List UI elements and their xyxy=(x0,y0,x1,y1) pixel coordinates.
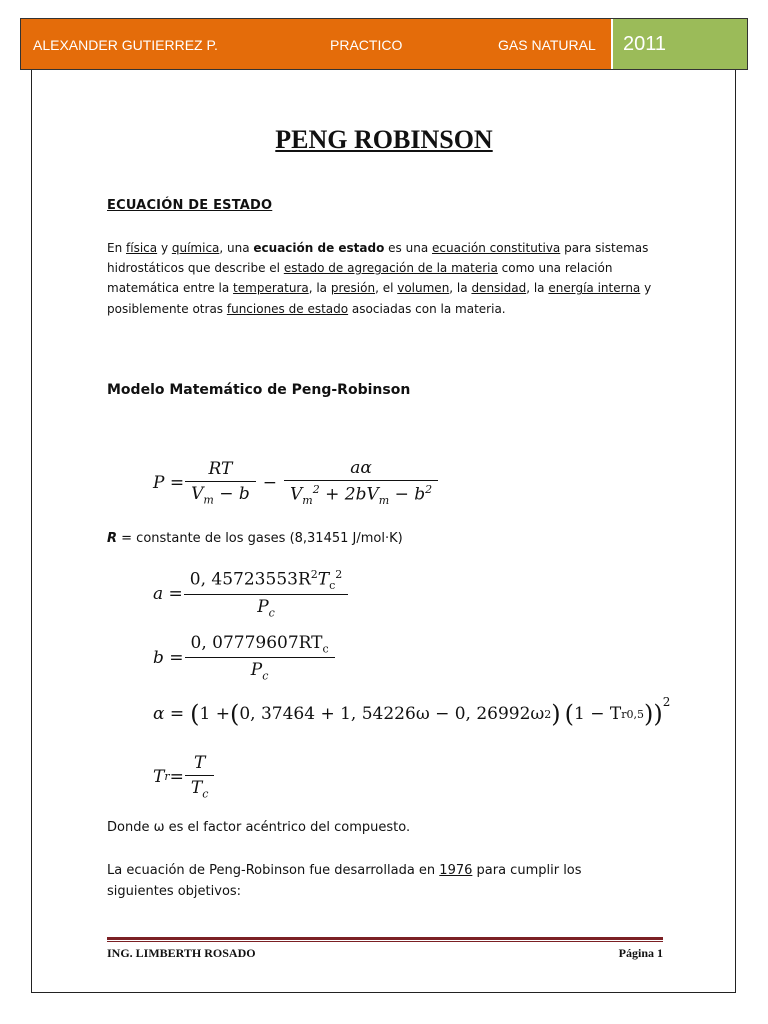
page-title: PENG ROBINSON xyxy=(275,125,493,154)
footer-page-number: Página 1 xyxy=(618,946,663,960)
link-presion[interactable]: presión xyxy=(330,281,376,296)
closing-paragraph: La ecuación de Peng-Robinson fue desarrollada en 1976 para cumplir los siguientes objetivos: xyxy=(107,863,582,899)
acentric-factor-note: Donde ω es el factor acéntrico del compuesto. xyxy=(107,820,411,835)
equation-b: b = $\frac{0, 07779607RT_c}{P_c}$ xyxy=(153,633,336,683)
equation-a: a = $\frac{0, 45723553R^2T_c^2}{P_c}$ xyxy=(153,568,349,619)
link-fisica[interactable]: física xyxy=(126,241,158,255)
footer-author: ING. LIMBERTH ROSADO xyxy=(107,946,256,960)
footer-divider-thin xyxy=(107,941,663,942)
header-year: 2011 xyxy=(611,19,747,69)
link-energia-interna[interactable]: energía interna xyxy=(548,281,641,296)
link-funciones-estado[interactable]: funciones de estado xyxy=(226,301,349,316)
link-volumen[interactable]: volumen xyxy=(397,281,450,296)
link-temperatura[interactable]: temperatura xyxy=(233,281,309,296)
equation-pressure: P = $\frac{RT}{V_m - b}$ − $\frac{a\alpha}{V_m^2 + 2bV_m - b^2}$ xyxy=(153,458,439,507)
equation-tr: T r = $\frac{T}{T_c}$ xyxy=(153,753,215,800)
page-header xyxy=(20,18,748,70)
bold-term: ecuación de estado xyxy=(253,241,385,255)
link-ecuacion-constitutiva[interactable]: ecuación constitutiva xyxy=(432,241,561,255)
equation-alpha: α = ( 1 + ( 0, 37464 + 1, 54226ω − 0, 26992ω 2 ) ( 1 − T r 0,5 )) $^2$ xyxy=(153,695,671,728)
definition-paragraph: En física y química, una ecuación de estado es una ecuación constitutiva para sistemas hidrostáticos que describe el estado de agregación de la materia como una relación matemática entre la temperatura, la presión, el volumen, la densidad, la energía interna y posiblemente otras funciones de estado asociadas con la materia. xyxy=(107,241,652,316)
header-author: ALEXANDER GUTIERREZ P. xyxy=(33,37,218,53)
gas-constant-definition: R = constante de los gases (8,31451 J/mol·K) xyxy=(107,531,403,546)
footer-divider xyxy=(107,937,663,940)
header-bar xyxy=(21,19,611,69)
header-subject: GAS NATURAL xyxy=(498,37,596,53)
link-year-1976[interactable]: 1976 xyxy=(439,863,473,878)
link-estado-agregacion[interactable]: estado de agregación de la materia xyxy=(283,261,498,276)
model-heading: Modelo Matemático de Peng-Robinson xyxy=(107,382,411,398)
section-heading: ECUACIÓN DE ESTADO xyxy=(107,198,273,213)
link-quimica[interactable]: química xyxy=(171,241,220,255)
link-densidad[interactable]: densidad xyxy=(471,281,527,296)
page-border xyxy=(31,31,736,993)
header-practice: PRACTICO xyxy=(330,37,403,53)
